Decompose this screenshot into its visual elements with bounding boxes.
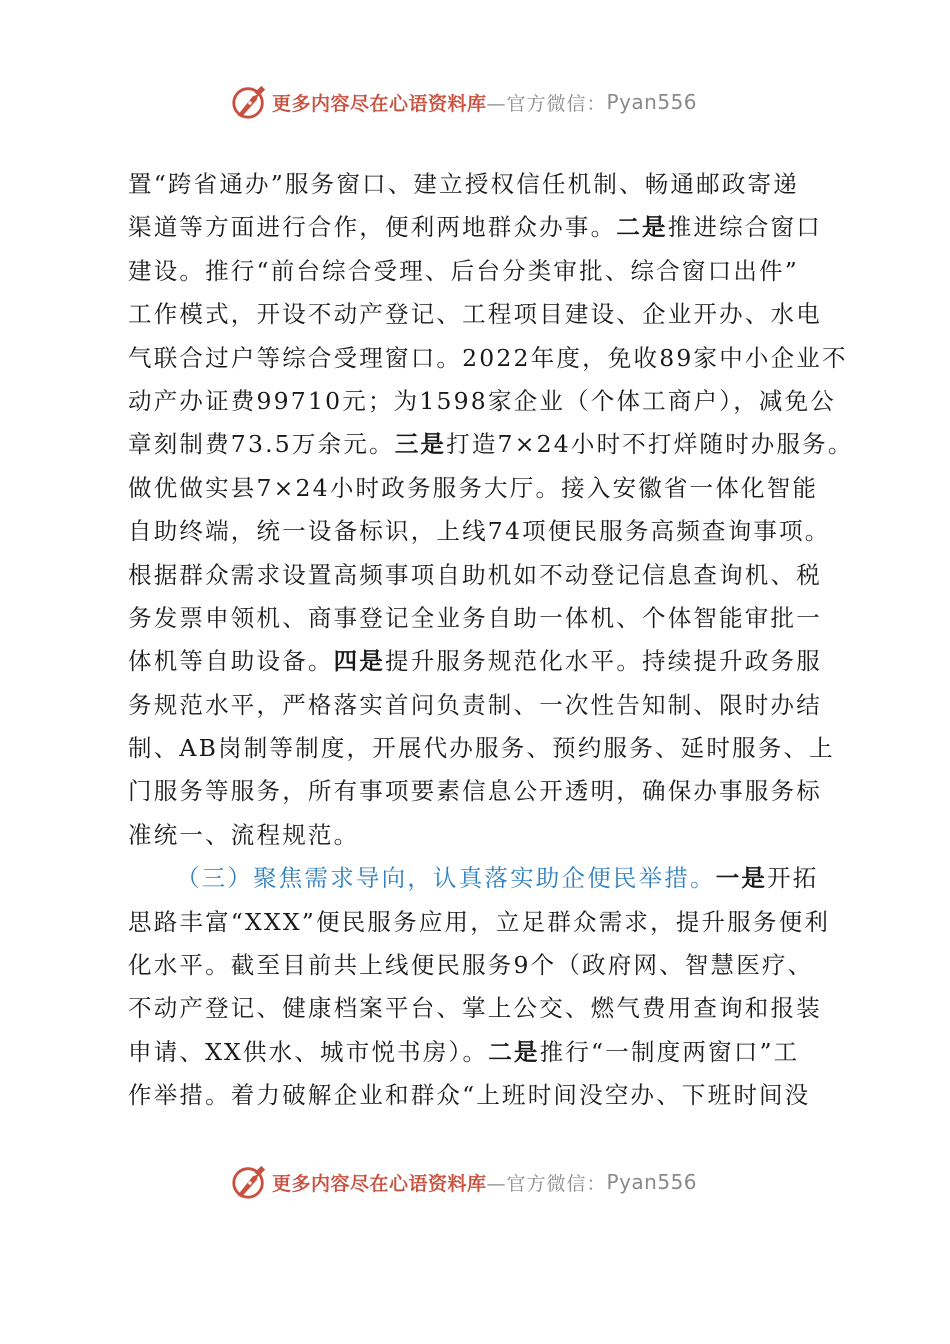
text-line: 气联合过户等综合受理窗口。2022年度，免收89家中小企业不 bbox=[128, 343, 848, 372]
watermark-title: 更多内容尽在心语资料库 bbox=[272, 92, 487, 115]
header-watermark-banner bbox=[230, 82, 697, 122]
text-line: 渠道等方面进行合作，便利两地群众办事。二是推进综合窗口 bbox=[128, 213, 822, 242]
text-line: 体机等自助设备。四是提升服务规范化水平。持续提升政务服 bbox=[128, 647, 822, 676]
emphasis-ordinal: 四是 bbox=[333, 647, 386, 676]
text-line: 不动产登记、健康档案平台、掌上公交、燃气费用查询和报装 bbox=[128, 994, 822, 1023]
text-line: 制、AB岗制等制度，开展代办服务、预约服务、延时服务、上 bbox=[128, 734, 835, 763]
text-line: 门服务等服务，所有事项要素信息公开透明，确保办事服务标 bbox=[128, 777, 822, 806]
text-line: 建设。推行“前台综合受理、后台分类审批、综合窗口出件” bbox=[128, 256, 799, 285]
text-line: 置“跨省通办”服务窗口、建立授权信任机制、畅通邮政寄递 bbox=[128, 170, 799, 198]
text-line: 根据群众需求设置高频事项自助机如不动登记信息查询机、税 bbox=[128, 560, 822, 589]
text-line: 务规范水平，严格落实首问负责制、一次性告知制、限时办结 bbox=[128, 690, 822, 719]
section-heading: （三）聚焦需求导向，认真落实助企便民举措。 bbox=[176, 864, 716, 893]
fountain-pen-logo-icon bbox=[230, 1163, 268, 1201]
text-line: 准统一、流程规范。 bbox=[128, 820, 360, 849]
text-line: 自助终端，统一设备标识，上线74项便民服务高频查询事项。 bbox=[128, 517, 831, 546]
text-line: 动产办证费99710元；为1598家企业（个体工商户），减免公 bbox=[128, 386, 837, 415]
emphasis-ordinal: 二是 bbox=[488, 1037, 540, 1066]
watermark-title: 更多内容尽在心语资料库 bbox=[272, 1172, 487, 1195]
emphasis-ordinal: 三是 bbox=[394, 430, 447, 459]
text-line: 化水平。截至目前共上线便民服务9个（政府网、智慧医疗、 bbox=[128, 951, 814, 980]
text-line: 章刻制费73.5万余元。三是打造7×24小时不打烊随时办服务。 bbox=[128, 430, 854, 459]
text-line: 作举措。着力破解企业和群众“上班时间没空办、下班时间没 bbox=[128, 1081, 811, 1110]
watermark-wechat-label: —官方微信： bbox=[486, 1172, 607, 1195]
emphasis-ordinal: 二是 bbox=[616, 213, 668, 242]
text-line: 申请、XX供水、城市悦书房）。二是推行“一制度两窗口”工 bbox=[128, 1037, 800, 1066]
emphasis-ordinal: 一是 bbox=[715, 864, 768, 893]
footer-watermark-banner bbox=[230, 1162, 697, 1202]
document-body bbox=[128, 163, 854, 1118]
watermark-wechat-id: Pyan556 bbox=[606, 1170, 698, 1194]
text-line: 做优做实县7×24小时政务服务大厅。接入安徽省一体化智能 bbox=[128, 473, 819, 502]
text-line: 务发票申领机、商事登记全业务自助一体机、个体智能审批一 bbox=[128, 603, 822, 632]
section-heading-line: （三）聚焦需求导向，认真落实助企便民举措。一是开拓 bbox=[176, 864, 819, 893]
fountain-pen-logo-icon bbox=[230, 83, 268, 121]
text-line: 工作模式，开设不动产登记、工程项目建设、企业开办、水电 bbox=[128, 300, 822, 329]
watermark-wechat-label: —官方微信： bbox=[486, 92, 607, 115]
text-line: 思路丰富“XXX”便民服务应用，立足群众需求，提升服务便利 bbox=[128, 907, 831, 936]
watermark-wechat-id: Pyan556 bbox=[606, 90, 698, 114]
